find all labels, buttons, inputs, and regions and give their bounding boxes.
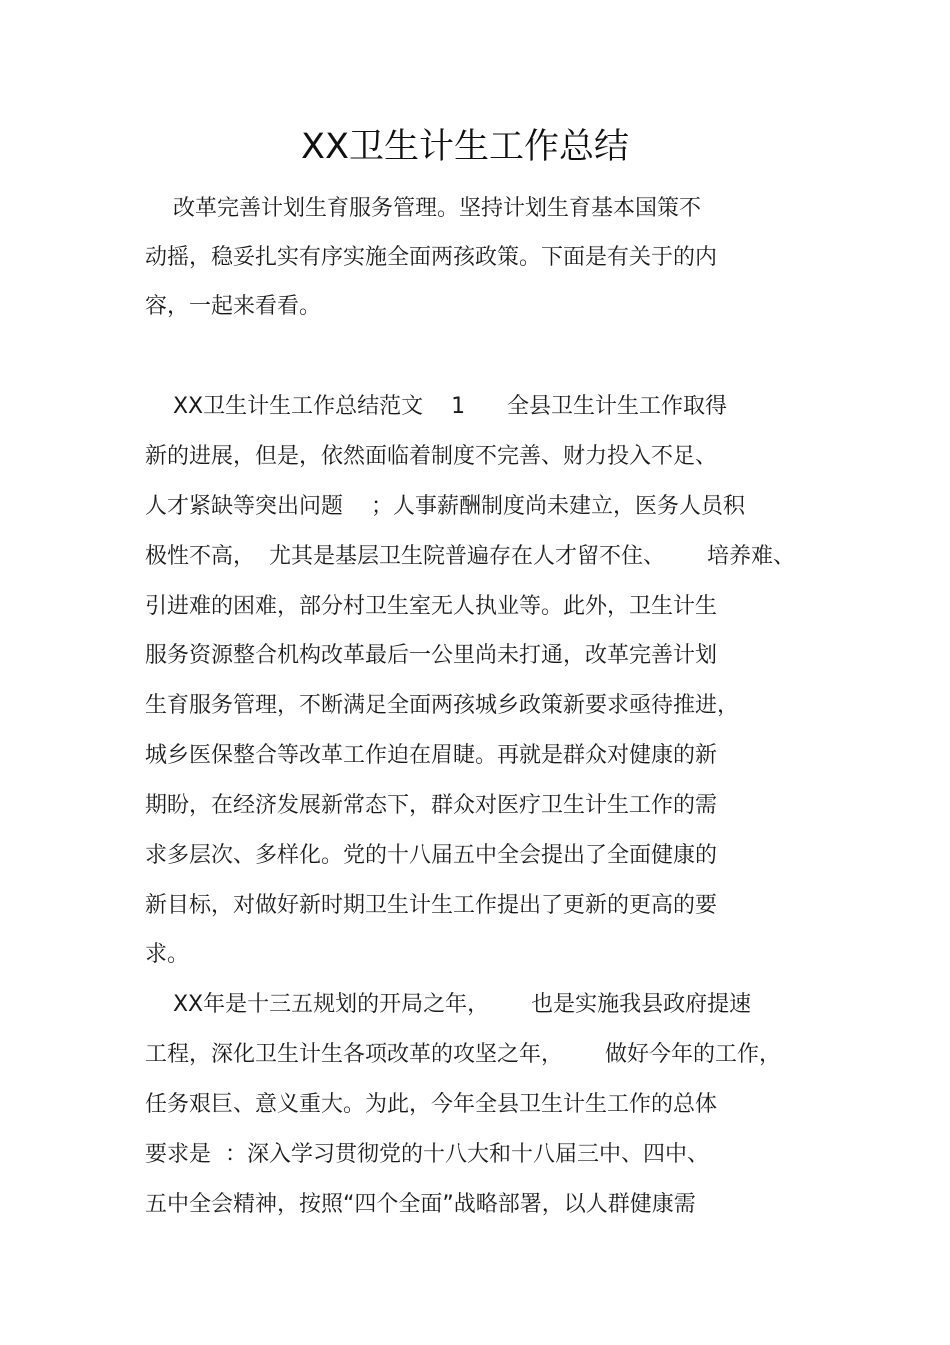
paragraph-line: 容，一起来看看。 bbox=[145, 294, 322, 319]
paragraph-line: 服务资源整合机构改革最后一公里尚未打通，改革完善计划 bbox=[145, 643, 718, 668]
paragraph-line: 要求是 ：深入学习贯彻党的十八大和十八届三中、四中、 bbox=[145, 1142, 709, 1167]
paragraph-line: 新目标，对做好新时期卫生计生工作提出了更新的更高的要 bbox=[145, 893, 718, 918]
paragraph-line: 改革完善计划生育服务管理。坚持计划生育基本国策不 bbox=[145, 196, 701, 221]
paragraph-line: XX年是十三五规划的开局之年， 也是实施我县政府提速 bbox=[145, 992, 752, 1017]
paragraph-line: 人才紧缺等突出问题 ；人事薪酬制度尚未建立，医务人员积 bbox=[145, 494, 745, 519]
paragraph-line: 引进难的困难，部分村卫生室无人执业等。此外，卫生计生 bbox=[145, 594, 718, 619]
paragraph-line: 任务艰巨、意义重大。为此，今年全县卫生计生工作的总体 bbox=[145, 1092, 718, 1117]
paragraph-line: 工程，深化卫生计生各项改革的攻坚之年， 做好今年的工作， bbox=[145, 1042, 781, 1067]
paragraph-line: 极性不高， 尤其是基层卫生院普遍存在人才留不住、 培养难、 bbox=[145, 544, 795, 569]
paragraph-line: 城乡医保整合等改革工作迫在眉睫。再就是群众对健康的新 bbox=[145, 743, 718, 768]
paragraph-line: 动摇，稳妥扎实有序实施全面两孩政策。下面是有关于的内 bbox=[145, 245, 718, 270]
paragraph-line: 生育服务管理，不断满足全面两孩城乡政策新要求亟待推进， bbox=[145, 693, 740, 718]
paragraph-line: 求。 bbox=[145, 942, 190, 967]
paragraph-line: 新的进展，但是，依然面临着制度不完善、财力投入不足、 bbox=[145, 444, 718, 469]
paragraph-line: 五中全会精神，按照“四个全面”战略部署，以人群健康需 bbox=[145, 1192, 696, 1217]
paragraph-line: 期盼，在经济发展新常态下，群众对医疗卫生计生工作的需 bbox=[145, 793, 718, 818]
paragraph-line: 求多层次、多样化。党的十八届五中全会提出了全面健康的 bbox=[145, 843, 718, 868]
document-title: XX卫生计生工作总结 bbox=[301, 127, 629, 167]
paragraph-line: XX卫生计生工作总结范文 1 全县卫生计生工作取得 bbox=[145, 394, 728, 419]
